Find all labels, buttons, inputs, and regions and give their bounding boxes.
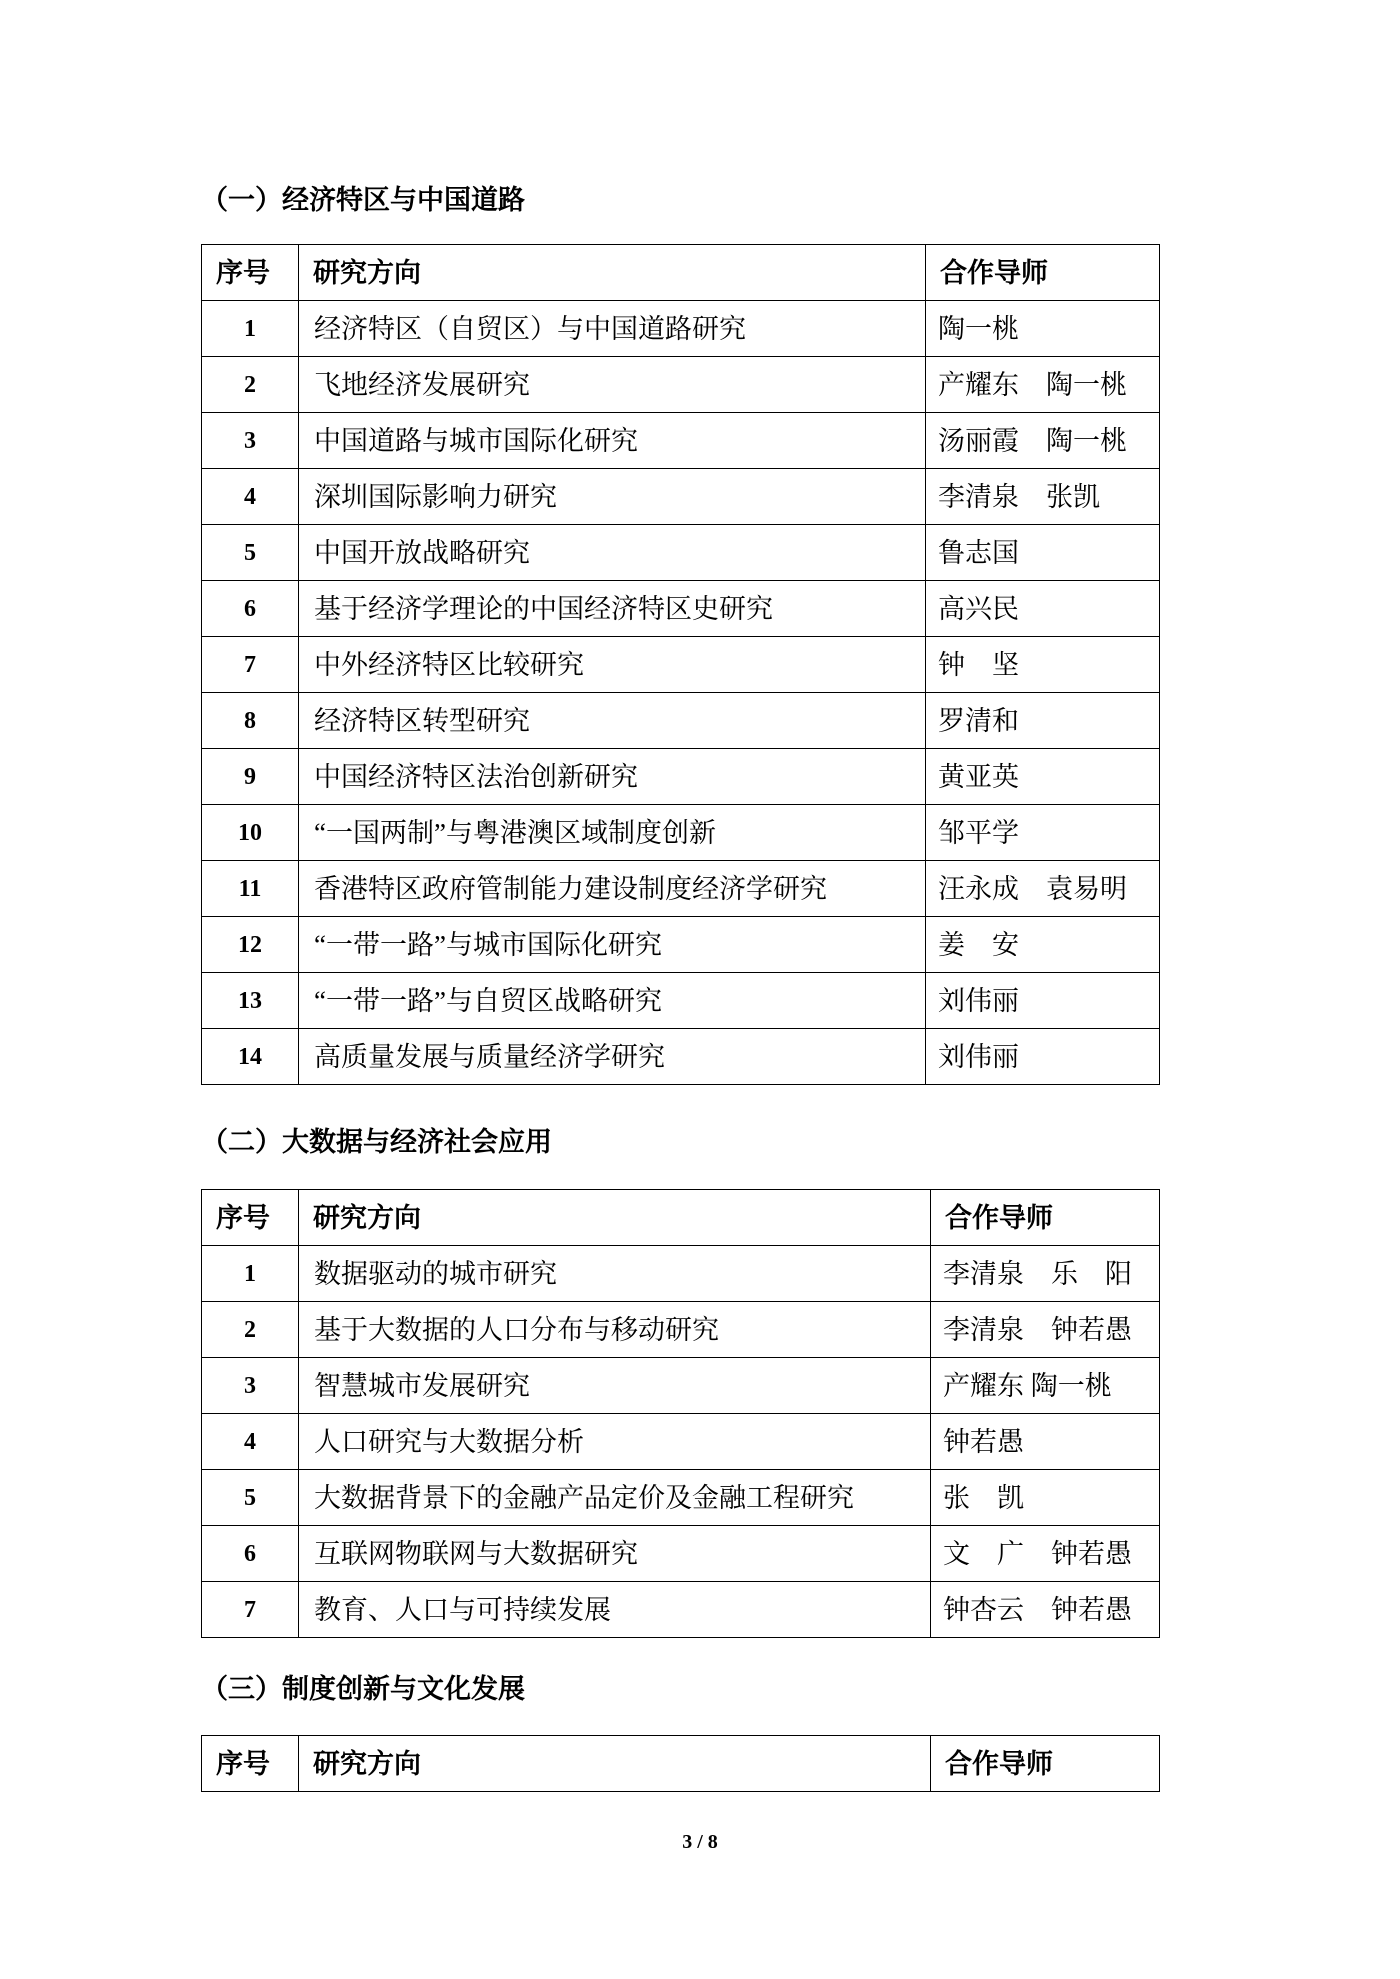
table-row (202, 693, 1160, 749)
table-row (202, 413, 1160, 469)
table-header-row (202, 1736, 1160, 1792)
cell-advisor: 钟若愚 (931, 1414, 1160, 1470)
column-header-no: 序号 (202, 1736, 299, 1792)
cell-direction: 中国开放战略研究 (299, 525, 926, 581)
section-heading: （二）大数据与经济社会应用 (201, 1127, 552, 1157)
cell-no: 8 (202, 693, 299, 749)
cell-advisor: 姜 安 (926, 917, 1160, 973)
cell-advisor: 高兴民 (926, 581, 1160, 637)
table-row (202, 581, 1160, 637)
table-row (202, 301, 1160, 357)
cell-advisor: 汤丽霞 陶一桃 (926, 413, 1160, 469)
table-row (202, 973, 1160, 1029)
cell-no: 6 (202, 581, 299, 637)
cell-advisor: 李清泉 乐 阳 (931, 1246, 1160, 1302)
cell-no: 4 (202, 469, 299, 525)
column-header-no: 序号 (202, 245, 299, 301)
page-number: 3 / 8 (682, 1831, 718, 1853)
research-directions-table (201, 244, 1160, 1085)
cell-advisor: 刘伟丽 (926, 973, 1160, 1029)
cell-advisor: 黄亚英 (926, 749, 1160, 805)
cell-direction: “一国两制”与粤港澳区域制度创新 (299, 805, 926, 861)
cell-direction: 教育、人口与可持续发展 (299, 1582, 931, 1638)
table-row (202, 861, 1160, 917)
table-row (202, 805, 1160, 861)
table-body (202, 301, 1160, 1085)
cell-no: 1 (202, 301, 299, 357)
cell-advisor: 张 凯 (931, 1470, 1160, 1526)
cell-direction: “一带一路”与城市国际化研究 (299, 917, 926, 973)
table-row (202, 357, 1160, 413)
cell-direction: 飞地经济发展研究 (299, 357, 926, 413)
cell-direction: 大数据背景下的金融产品定价及金融工程研究 (299, 1470, 931, 1526)
cell-no: 12 (202, 917, 299, 973)
cell-direction: 深圳国际影响力研究 (299, 469, 926, 525)
cell-advisor: 汪永成 袁易明 (926, 861, 1160, 917)
cell-advisor: 刘伟丽 (926, 1029, 1160, 1085)
cell-no: 7 (202, 1582, 299, 1638)
table-row (202, 525, 1160, 581)
table-row (202, 1246, 1160, 1302)
table-head (202, 245, 1160, 301)
research-directions-table (201, 1735, 1160, 1792)
cell-advisor: 钟 坚 (926, 637, 1160, 693)
table-row (202, 1302, 1160, 1358)
table-row (202, 1470, 1160, 1526)
cell-direction: “一带一路”与自贸区战略研究 (299, 973, 926, 1029)
table-row (202, 1582, 1160, 1638)
cell-advisor: 产耀东 陶一桃 (931, 1358, 1160, 1414)
cell-direction: 数据驱动的城市研究 (299, 1246, 931, 1302)
cell-direction: 香港特区政府管制能力建设制度经济学研究 (299, 861, 926, 917)
research-directions-table (201, 1189, 1160, 1638)
cell-direction: 互联网物联网与大数据研究 (299, 1526, 931, 1582)
cell-no: 2 (202, 1302, 299, 1358)
cell-advisor: 李清泉 钟若愚 (931, 1302, 1160, 1358)
table-row (202, 1414, 1160, 1470)
cell-direction: 基于大数据的人口分布与移动研究 (299, 1302, 931, 1358)
table-row (202, 469, 1160, 525)
table-row (202, 1029, 1160, 1085)
table-row (202, 637, 1160, 693)
cell-advisor: 鲁志国 (926, 525, 1160, 581)
cell-advisor: 文 广 钟若愚 (931, 1526, 1160, 1582)
cell-no: 7 (202, 637, 299, 693)
cell-no: 5 (202, 1470, 299, 1526)
cell-direction: 人口研究与大数据分析 (299, 1414, 931, 1470)
cell-advisor: 邹平学 (926, 805, 1160, 861)
cell-direction: 经济特区（自贸区）与中国道路研究 (299, 301, 926, 357)
cell-advisor: 陶一桃 (926, 301, 1160, 357)
column-header-direction: 研究方向 (299, 1736, 931, 1792)
cell-direction: 中外经济特区比较研究 (299, 637, 926, 693)
column-header-advisor: 合作导师 (931, 1736, 1160, 1792)
table-row (202, 917, 1160, 973)
cell-no: 3 (202, 413, 299, 469)
table-head (202, 1190, 1160, 1246)
column-header-direction: 研究方向 (299, 1190, 931, 1246)
cell-direction: 经济特区转型研究 (299, 693, 926, 749)
cell-no: 1 (202, 1246, 299, 1302)
section-heading: （一）经济特区与中国道路 (201, 185, 525, 215)
cell-no: 3 (202, 1358, 299, 1414)
column-header-advisor: 合作导师 (931, 1190, 1160, 1246)
cell-direction: 中国经济特区法治创新研究 (299, 749, 926, 805)
cell-no: 14 (202, 1029, 299, 1085)
section-heading: （三）制度创新与文化发展 (201, 1674, 525, 1704)
cell-no: 13 (202, 973, 299, 1029)
cell-direction: 基于经济学理论的中国经济特区史研究 (299, 581, 926, 637)
table-row (202, 1358, 1160, 1414)
column-header-direction: 研究方向 (299, 245, 926, 301)
table-body (202, 1246, 1160, 1638)
table-row (202, 749, 1160, 805)
cell-advisor: 产耀东 陶一桃 (926, 357, 1160, 413)
column-header-no: 序号 (202, 1190, 299, 1246)
cell-no: 9 (202, 749, 299, 805)
table-head (202, 1736, 1160, 1792)
table-header-row (202, 245, 1160, 301)
cell-advisor: 罗清和 (926, 693, 1160, 749)
cell-no: 4 (202, 1414, 299, 1470)
cell-no: 5 (202, 525, 299, 581)
cell-advisor: 李清泉 张凯 (926, 469, 1160, 525)
table-header-row (202, 1190, 1160, 1246)
cell-no: 6 (202, 1526, 299, 1582)
cell-no: 11 (202, 861, 299, 917)
cell-direction: 中国道路与城市国际化研究 (299, 413, 926, 469)
table-row (202, 1526, 1160, 1582)
column-header-advisor: 合作导师 (926, 245, 1160, 301)
cell-direction: 高质量发展与质量经济学研究 (299, 1029, 926, 1085)
cell-no: 10 (202, 805, 299, 861)
cell-no: 2 (202, 357, 299, 413)
cell-direction: 智慧城市发展研究 (299, 1358, 931, 1414)
cell-advisor: 钟杏云 钟若愚 (931, 1582, 1160, 1638)
